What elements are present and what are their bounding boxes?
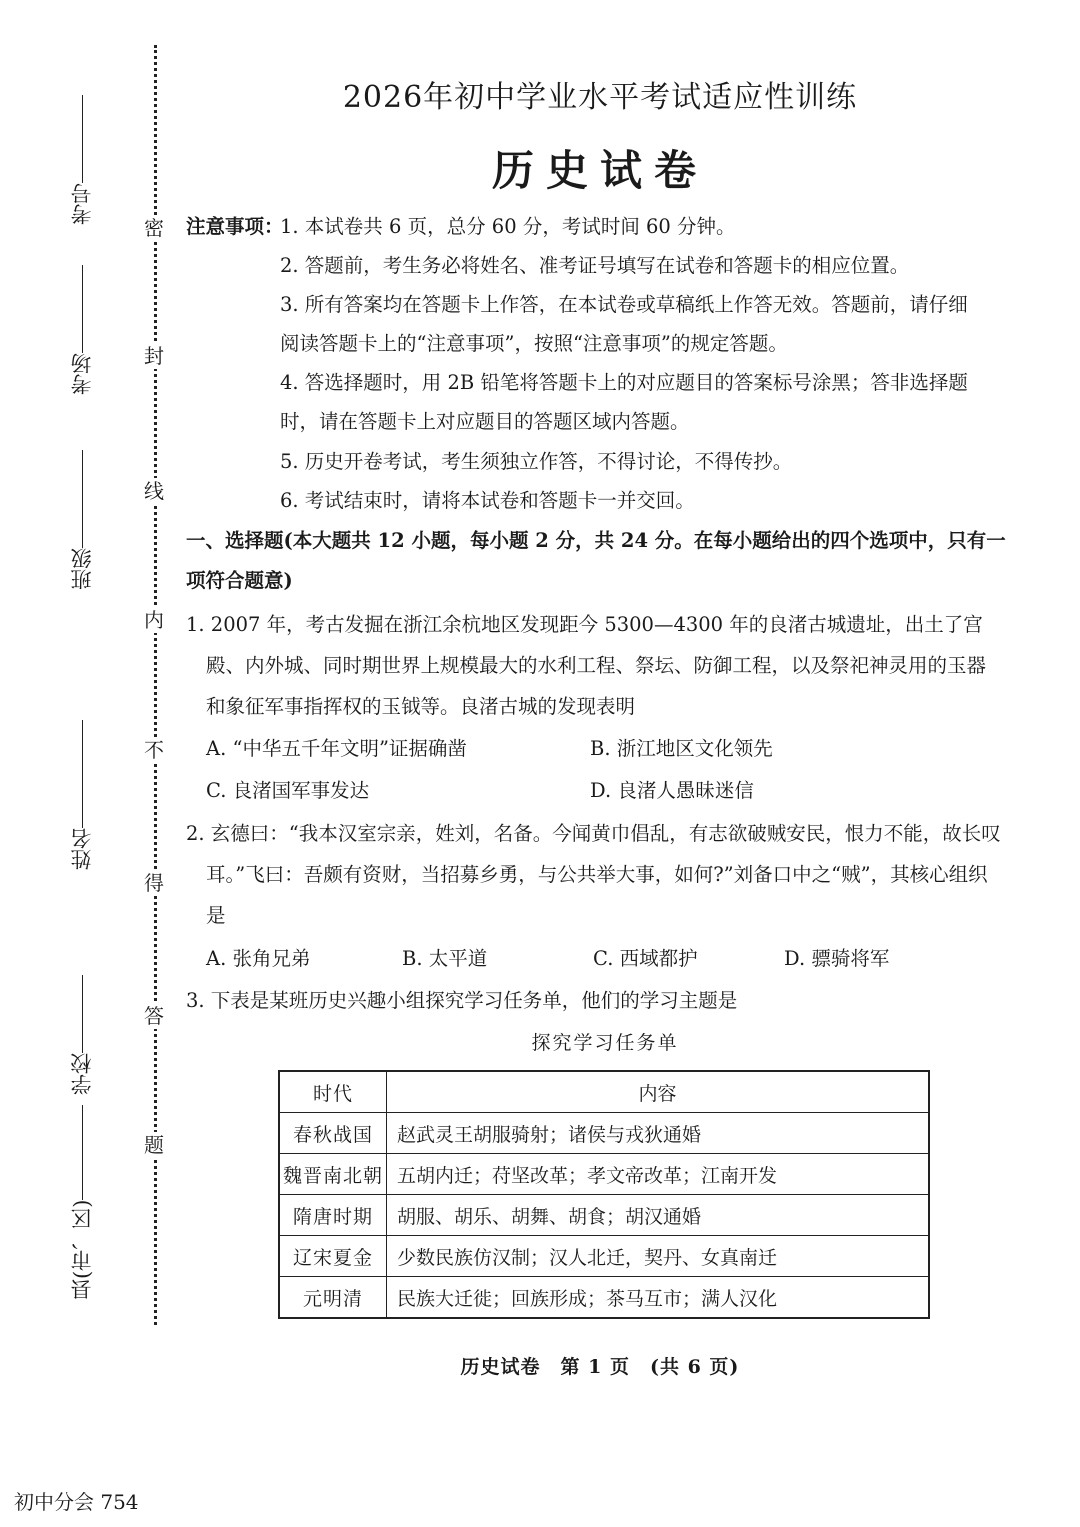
table-cell-content: 赵武灵王胡服骑射；诸侯与戎狄通婚 xyxy=(387,1113,930,1154)
q2-option-d[interactable]: D. 骠骑将军 xyxy=(784,947,890,970)
notice-item: 3. 所有答案均在答题卡上作答，在本试卷或草稿纸上作答无效。答题前，请仔细 xyxy=(280,293,968,316)
table-cell-era: 隋唐时期 xyxy=(279,1195,387,1236)
notice-item: 1. 本试卷共 6 页，总分 60 分，考试时间 60 分钟。 xyxy=(280,215,736,238)
seal-char: 封 xyxy=(141,343,167,369)
q2-option-b[interactable]: B. 太平道 xyxy=(402,947,488,970)
table-cell-content: 五胡内迁；苻坚改革；孝文帝改革；江南开发 xyxy=(387,1154,930,1195)
notice-item: 5. 历史开卷考试，考生须独立作答，不得讨论，不得传抄。 xyxy=(280,450,793,473)
table-row xyxy=(279,1154,929,1195)
field-label: 考号 xyxy=(70,183,94,225)
field-label: 考场 xyxy=(70,353,94,395)
notice-label: 注意事项： xyxy=(186,215,284,238)
table-cell-content: 民族大迁徙；回族形成；茶马互市；满人汉化 xyxy=(387,1277,930,1319)
class-field[interactable] xyxy=(62,440,102,590)
field-blank xyxy=(83,95,84,183)
seal-char: 线 xyxy=(141,478,167,504)
table-header: 内容 xyxy=(387,1071,930,1113)
subject-title: 历史试卷 xyxy=(491,146,708,195)
q2-option-a[interactable]: A. 张角兄弟 xyxy=(206,947,311,970)
table-caption: 探究学习任务单 xyxy=(531,1032,679,1054)
notice-item: 2. 答题前，考生务必将姓名、准考证号填写在试卷和答题卡的相应位置。 xyxy=(280,254,910,277)
table-cell-content: 胡服、胡乐、胡舞、胡食；胡汉通婚 xyxy=(387,1195,930,1236)
field-label: 姓名 xyxy=(70,828,94,870)
notice-item: 时，请在答题卡上对应题目的答题区域内答题。 xyxy=(280,410,690,433)
exam-number-field[interactable] xyxy=(62,85,102,225)
exam-room-field[interactable] xyxy=(62,255,102,395)
q1-option-b[interactable]: B. 浙江地区文化领先 xyxy=(590,737,773,760)
table-cell-content: 少数民族仿汉制；汉人北迁，契丹、女真南迁 xyxy=(387,1236,930,1277)
task-table xyxy=(278,1070,930,1319)
notice-item: 4. 答选择题时，用 2B 铅笔将答题卡上的对应题目的答案标号涂黑；答非选择题 xyxy=(280,371,968,394)
name-field[interactable] xyxy=(62,710,102,870)
page-footer: 历史试卷 第 1 页 (共 6 页) xyxy=(460,1356,740,1378)
question-2-text: 2. 玄德曰：“我本汉室宗亲，姓刘，名备。今闻黄巾倡乱，有志欲破贼安民，恨力不能，故长叹 xyxy=(186,822,1001,845)
field-blank xyxy=(83,450,84,548)
seal-char: 内 xyxy=(141,607,167,633)
question-3-text: 3. 下表是某班历史兴趣小组探究学习任务单，他们的学习主题是 xyxy=(186,989,738,1012)
question-2-text: 耳。”飞曰：吾颇有资财，当招募乡勇，与公共举大事，如何?”刘备口中之“贼”，其核心组织 xyxy=(206,863,988,886)
field-label: 班级 xyxy=(70,548,94,590)
table-cell-era: 辽宋夏金 xyxy=(279,1236,387,1277)
notice-item: 6. 考试结束时，请将本试卷和答题卡一并交回。 xyxy=(280,489,695,512)
q1-option-c[interactable]: C. 良渚国军事发达 xyxy=(206,779,370,802)
question-1-text: 1. 2007 年，考古发掘在浙江余杭地区发现距今 5300—4300 年的良渚古城遗址，出土了宫 xyxy=(186,613,983,636)
section-heading: 一、选择题(本大题共 12 小题，每小题 2 分，共 24 分。在每小题给出的四个选项中，只有一 xyxy=(186,529,1006,552)
table-header: 时代 xyxy=(279,1071,387,1113)
question-1-text: 和象征军事指挥权的玉钺等。良渚古城的发现表明 xyxy=(206,695,636,718)
table-header-row xyxy=(279,1071,929,1113)
q1-option-d[interactable]: D. 良渚人愚昧迷信 xyxy=(590,779,754,802)
table-row xyxy=(279,1195,929,1236)
field-label: 学校 xyxy=(70,1053,94,1095)
table-cell-era: 春秋战国 xyxy=(279,1113,387,1154)
school-field[interactable] xyxy=(62,965,102,1095)
field-blank xyxy=(83,720,84,828)
question-2-text: 是 xyxy=(206,904,226,927)
table-cell-era: 元明清 xyxy=(279,1277,387,1319)
table-row xyxy=(279,1277,929,1319)
q2-option-c[interactable]: C. 西域都护 xyxy=(593,947,698,970)
exam-title: 2026年初中学业水平考试适应性训练 xyxy=(342,80,858,115)
seal-char: 密 xyxy=(141,215,167,241)
section-heading-cont: 项符合题意) xyxy=(186,569,293,592)
q1-option-a[interactable]: A. “中华五千年文明”证据确凿 xyxy=(206,737,467,760)
seal-char: 不 xyxy=(141,737,167,763)
field-label: 县(市、区) xyxy=(70,1199,94,1300)
seal-char: 题 xyxy=(141,1132,167,1158)
seal-char: 得 xyxy=(141,870,167,896)
seal-char: 答 xyxy=(141,1003,167,1029)
table-row xyxy=(279,1236,929,1277)
question-1-text: 殿、内外城、同时期世界上规模最大的水利工程、祭坛、防御工程，以及祭祀神灵用的玉器 xyxy=(206,654,987,677)
table-cell-era: 魏晋南北朝 xyxy=(279,1154,387,1195)
field-blank xyxy=(83,265,84,353)
corner-mark: 初中分会 754 xyxy=(14,1490,139,1514)
notice-item: 阅读答题卡上的“注意事项”，按照“注意事项”的规定答题。 xyxy=(280,332,788,355)
table-row xyxy=(279,1113,929,1154)
county-field[interactable] xyxy=(62,1100,102,1300)
field-blank xyxy=(83,1105,84,1200)
field-blank xyxy=(83,975,84,1053)
